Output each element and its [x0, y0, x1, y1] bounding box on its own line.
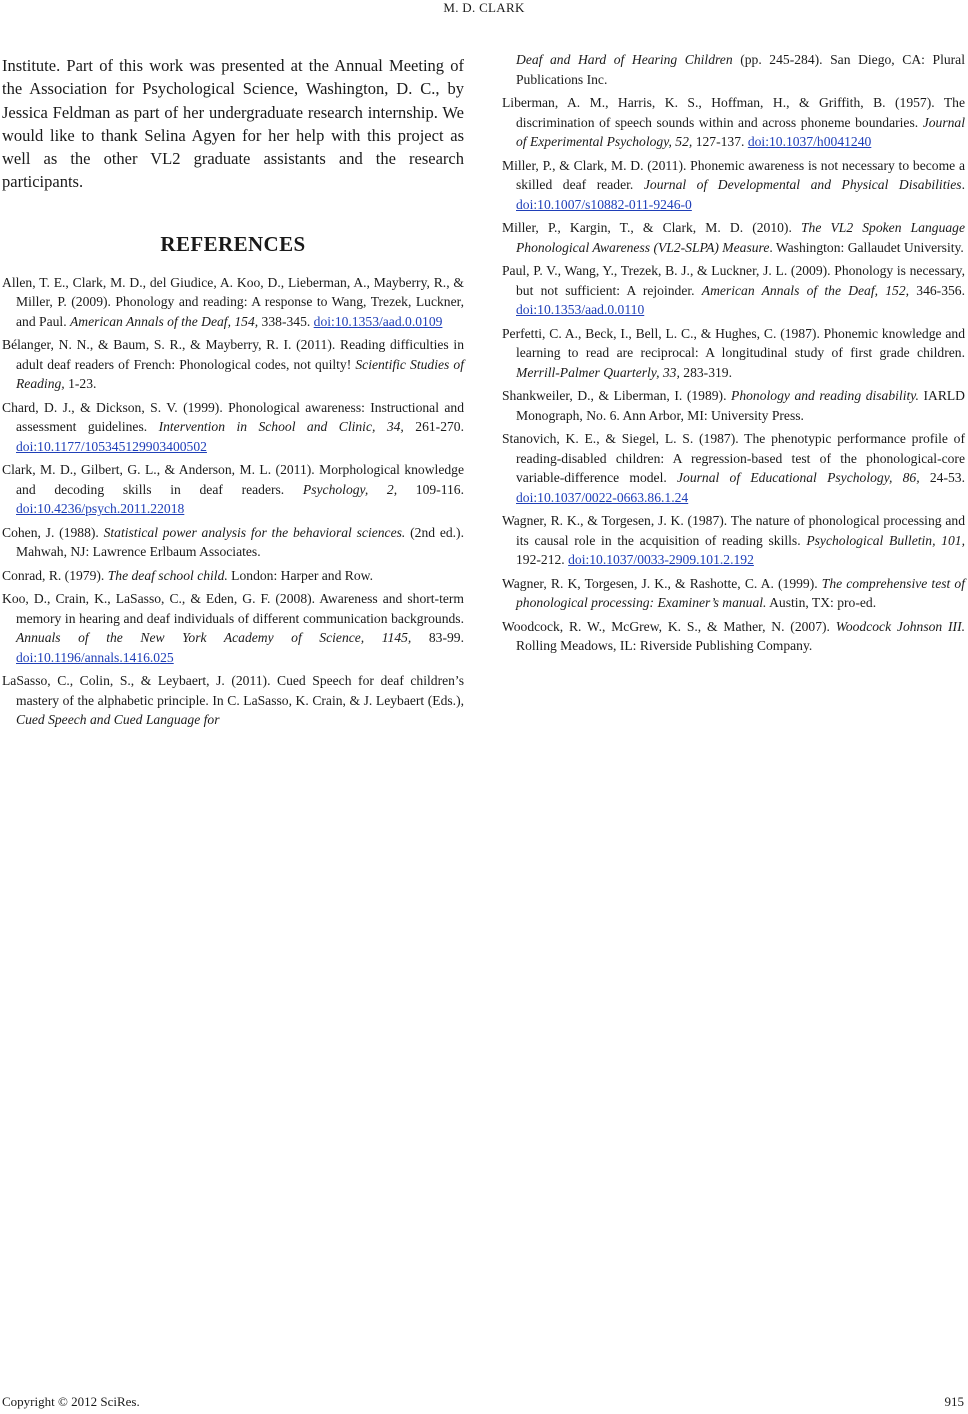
reference-authors-title: Miller, P., Kargin, T., & Clark, M. D. (2010). [502, 220, 801, 235]
reference-source: Phonology and reading disability. [731, 388, 919, 403]
reference-entry [502, 218, 965, 257]
reference-details: 24-53. [919, 470, 965, 485]
reference-source: The comprehensive test of phonological processing: Examiner’s manual. [516, 575, 965, 610]
reference-source: Journal of Educational Psychology, 86, [677, 470, 920, 485]
reference-source: American Annals of the Deaf, 154, [70, 313, 259, 329]
reference-doi-link[interactable]: doi:10.1037/h0041240 [747, 134, 872, 149]
reference-details: 192-212. [516, 552, 569, 567]
reference-authors-title: Paul, P. V., Wang, Y., Trezek, B. J., & Luckner, J. L. (2009). Phonology is necessary, but not sufficient: A rejoinder. [502, 263, 965, 298]
reference-details: (pp. 245-284). San Diego, CA: Plural Publications Inc. [516, 52, 965, 87]
reference-details: Austin, TX: pro-ed. [766, 595, 877, 610]
reference-entry [2, 398, 464, 457]
reference-entry [2, 566, 464, 586]
reference-authors-title: Cohen, J. (1988). [2, 524, 104, 540]
reference-entry [502, 386, 965, 425]
reference-entry [502, 324, 965, 383]
reference-source: The deaf school child. [107, 567, 228, 583]
reference-doi-link[interactable]: doi:10.1007/s10882-011-9246-0 [516, 196, 692, 212]
reference-details: 261-270. [403, 419, 464, 435]
reference-details: (2nd ed.). Mahwah, NJ: Lawrence Erlbaum Associates. [16, 524, 464, 560]
reference-list-right [502, 50, 965, 656]
reference-list-left [2, 273, 464, 730]
reference-authors-title: Bélanger, N. N., & Baum, S. R., & Mayberry, R. I. (2011). Reading difficulties in adult deaf readers of French: Phonological codes, not quilty! [2, 337, 464, 372]
reference-source: Woodcock Johnson III. [835, 618, 966, 634]
reference-authors-title: Clark, M. D., Gilbert, G. L., & Anderson, M. L. (2011). Morphological knowledge and decoding skills in deaf readers. [2, 462, 464, 497]
reference-authors-title: Allen, T. E., Clark, M. D., del Giudice, A. Koo, D., Lieberman, A., Mayberry, R., & Miller, P. (2009). Phonology and reading: A response to Wang, Trezek, Luckner, and Paul. [2, 274, 464, 329]
reference-entry [502, 429, 965, 507]
reference-authors-title: Chard, D. J., & Dickson, S. V. (1999). Phonological awareness: Instructional and assessment guidelines. [2, 399, 464, 435]
reference-authors-title: Miller, P., & Clark, M. D. (2011). Phonemic awareness is not necessary to become a skilled deaf reader. [502, 157, 965, 192]
reference-details: 283-319. [679, 364, 732, 380]
reference-doi-link[interactable]: doi:10.1353/aad.0.0109 [313, 313, 443, 329]
reference-source: Deaf and Hard of Hearing Children [516, 52, 733, 67]
references-heading: REFERENCES [160, 231, 306, 256]
reference-source: Cued Speech and Cued Language for [16, 712, 220, 728]
reference-doi-link[interactable]: doi:10.1353/aad.0.0110 [516, 302, 645, 317]
reference-authors-title: Conrad, R. (1979). [2, 567, 108, 583]
reference-entry [502, 93, 965, 152]
reference-source: Merrill-Palmer Quarterly, 33, [516, 364, 680, 380]
reference-source: Annuals of the New York Academy of Science, 1145, [16, 630, 412, 646]
reference-details: . Washington: Gallaudet University. [769, 239, 964, 255]
reference-authors-title: Wagner, R. K, Torgesen, J. K., & Rashotte, C. A. (1999). [502, 575, 822, 591]
reference-details: 127-137. [692, 134, 748, 149]
reference-details: 83-99. [411, 630, 465, 646]
reference-source: Psychology, 2, [302, 481, 398, 497]
reference-entry [502, 617, 965, 656]
reference-entry [2, 460, 464, 519]
reference-doi-link[interactable]: doi:10.1177/105345129903400502 [16, 438, 207, 454]
reference-authors-title: Wagner, R. K., & Torgesen, J. K. (1987). The nature of phonological processing and its causal role in the acquisition of reading skills. [502, 513, 965, 548]
reference-entry [502, 156, 965, 215]
acknowledgement-text: Institute. Part of this work was presented at the Annual Meeting of the Association for Psychological Science, Washington, D. C., by Jessica Feldman as part of her undergraduate research internship. We would like to thank Selina Agyen for her help with this project as well as the other VL2 graduate assistants and the research participants. [2, 56, 464, 192]
reference-source: Intervention in School and Clinic, 34, [158, 419, 404, 435]
reference-entry [2, 589, 464, 667]
reference-entry [502, 50, 965, 89]
page-number: 915 [944, 1394, 964, 1409]
reference-entry [502, 574, 965, 613]
copyright-notice: Copyright © 2012 SciRes. [2, 1394, 140, 1409]
reference-authors-title: Perfetti, C. A., Beck, I., Bell, L. C., & Hughes, C. (1987). Phonemic knowledge and learning to read are reciprocal: A longitudinal study of first grade children. [502, 325, 965, 360]
reference-doi-link[interactable]: doi:10.4236/psych.2011.22018 [16, 501, 185, 517]
reference-source: Statistical power analysis for the behavioral sciences. [103, 524, 406, 540]
reference-details: 338-345. [258, 313, 314, 329]
reference-doi-link[interactable]: doi:10.1037/0033-2909.101.2.192 [568, 552, 754, 567]
reference-details: London: Harper and Row. [227, 567, 373, 583]
reference-source: American Annals of the Deaf, 152, [701, 282, 910, 298]
reference-details: Rolling Meadows, IL: Riverside Publishing Company. [516, 638, 813, 653]
reference-authors-title: Shankweiler, D., & Liberman, I. (1989). [502, 388, 732, 403]
reference-details: . [961, 177, 965, 192]
reference-entry [2, 335, 464, 394]
reference-details: 109-116. [397, 481, 464, 497]
reference-source: Journal of Developmental and Physical Disabilities [643, 177, 962, 192]
reference-authors-title: Woodcock, R. W., McGrew, K. S., & Mather, N. (2007). [502, 618, 836, 634]
reference-doi-link[interactable]: doi:10.1196/annals.1416.025 [16, 649, 174, 665]
reference-details: 346-356. [909, 282, 965, 298]
reference-details: 1-23. [64, 376, 97, 392]
reference-authors-title: LaSasso, C., Colin, S., & Leybaert, J. (2011). Cued Speech for deaf children’s mastery of the alphabetic principle. In C. LaSasso, K. Crain, & J. Leybaert (Eds.), [2, 673, 464, 708]
reference-authors-title: Liberman, A. M., Harris, K. S., Hoffman, H., & Griffith, B. (1957). The discrimination of speech sounds within and across phoneme boundaries. [502, 95, 965, 130]
reference-entry [2, 273, 464, 332]
reference-source: Scientific Studies of Reading, [16, 356, 464, 392]
reference-entry [2, 671, 464, 730]
running-header: M. D. CLARK [443, 0, 525, 15]
reference-authors-title: Stanovich, K. E., & Siegel, L. S. (1987). The phenotypic performance profile of reading-disabled children: A regression-based test of the phonological-core variable-difference model. [502, 431, 965, 485]
reference-entry [502, 261, 965, 320]
reference-source: Psychological Bulletin, 101, [806, 532, 965, 548]
left-column [2, 50, 464, 734]
reference-source: The VL2 Spoken Language Phonological Awareness (VL2-SLPA) Measure [516, 220, 965, 255]
reference-entry [2, 523, 464, 562]
reference-authors-title: Koo, D., Crain, K., LaSasso, C., & Eden, G. F. (2008). Awareness and short-term memory in hearing and deaf individuals of different communication backgrounds. [2, 591, 464, 626]
reference-source: Journal of Experimental Psychology, 52, [516, 114, 965, 149]
reference-details: IARLD Monograph, No. 6. Ann Arbor, MI: University Press. [516, 388, 966, 423]
reference-entry [502, 511, 965, 570]
reference-doi-link[interactable]: doi:10.1037/0022-0663.86.1.24 [516, 489, 689, 505]
right-column [502, 50, 965, 660]
